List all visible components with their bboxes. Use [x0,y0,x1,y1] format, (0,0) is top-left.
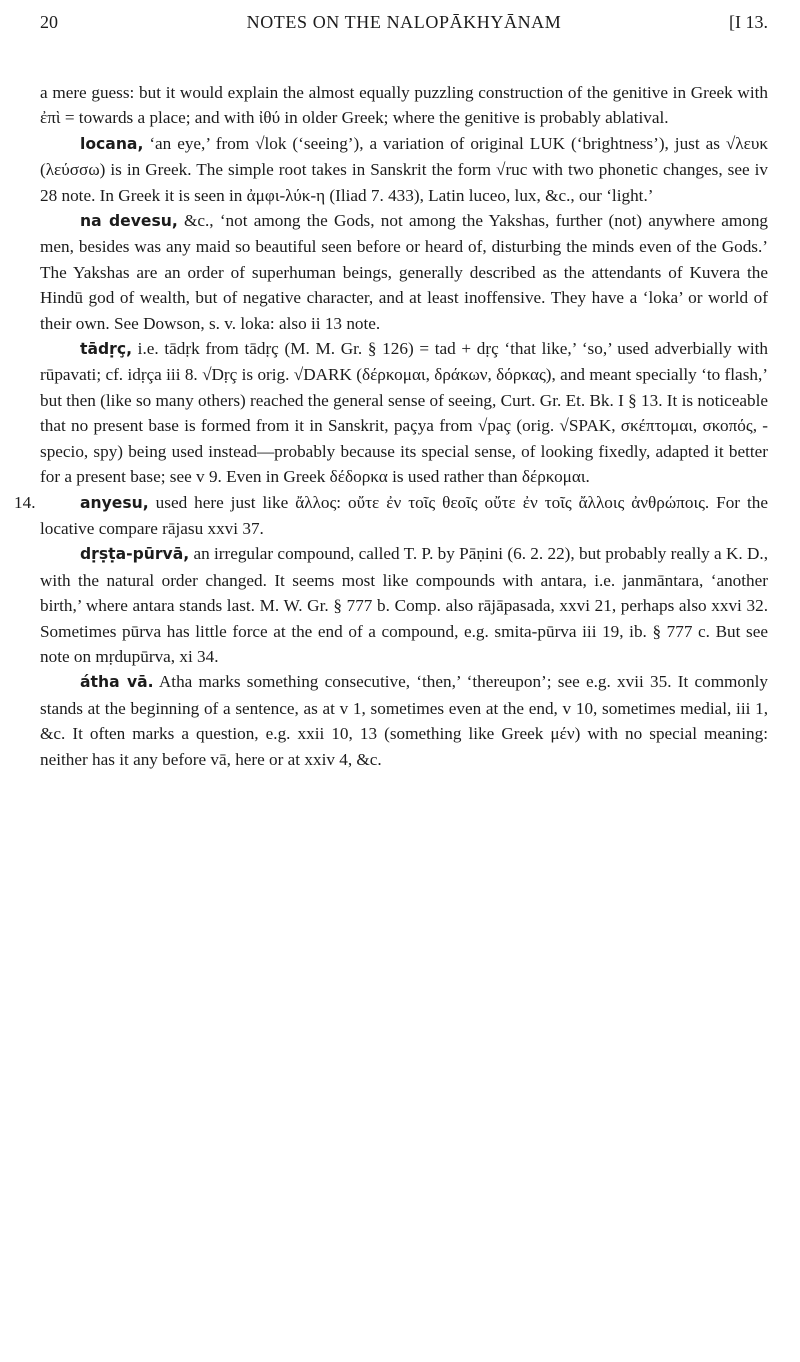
note-entry-locana [40,131,768,208]
paragraph-continuation [40,80,768,131]
headword: na devesu, [80,212,178,231]
page-body [14,80,769,772]
note-entry-na-devesu [40,208,768,336]
note-text: i.e. tādṛk from tādṛç (M. M. Gr. § 126) = tad + dṛç ‘that like,’ ‘so,’ used adverbially with rūpavati; cf. idṛça iii 8. √Dṛç is orig. √DARK (δέρκομαι, δράκων, δόρκας), and meant specially ‘to flash,’ but then (like so many others) reached the general sense of seeing, Curt. Gr. Et. Bk. I § 13. It is noticeable that no present base is formed from it in Sanskrit, paçya from √paç (orig. √SPAK, σκέπτομαι, σκοπός, -specio, spy) being used instead—probably because its special sense, of looking fixedly, adapted it better for a present base; see v 9. Even in Greek δέδορκα is used rather than δέρκομαι. [40,339,768,487]
verse-number: 14. [14,492,36,512]
running-title: NOTES ON THE NALOPĀKHYĀNAM [246,12,562,32]
note-text: an irregular compound, called T. P. by Pāṇini (6. 2. 22), but probably really a K. D., with the natural order changed. It seems most like compounds with antara, i.e. janmāntara, ‘another birth,’ where antara stands last. M. W. Gr. § 777 b. Comp. also rājāpasada, xxvi 21, perhaps also xxvi 32. Sometimes pūrva has little force at the end of a compound, e.g. smita-pūrva iii 19, ib. § 777 c. But see note on mṛdupūrva, xi 34. [40,544,768,666]
note-entry-anyesu [14,490,768,542]
note-text: ‘an eye,’ from √lok (‘seeing’), a variation of original LUK (‘brightness’), just as √λευκ (λεύσσω) is in Greek. The simple root takes in Sanskrit the form √ruc with two phonetic changes, see iv 28 note. In Greek it is seen in ἀμφι-λύκ-η (Iliad 7. 433), Latin luceo, lux, &c., our ‘light.’ [40,133,768,205]
note-text: Atha marks something consecutive, ‘then,’ ‘thereupon’; see e.g. xvii 35. It commonly stands at the beginning of a sentence, as at v 1, sometimes even at the end, v 10, sometimes medial, iii 1, &c. It often marks a question, e.g. xxii 10, 13 (something like Greek μέν) with no special meaning: neither has it any before vā, here or at xxiv 4, &c. [40,672,768,769]
headword: dṛṣṭa-pūrvā, [80,545,190,564]
paragraph-text: a mere guess: but it would explain the almost equally puzzling construction of the genitive in Greek with ἐπὶ = towards a place; and with ἰθύ in older Greek; where the genitive is probably ablatival. [40,83,768,128]
headword: locana, [80,134,144,153]
section-reference: [I 13. [729,12,768,32]
headword: átha vā. [80,673,154,692]
note-entry-drsta-purva [40,541,768,669]
note-entry-tadrc [40,336,768,489]
note-text: used here just like ἄλλος: οὔτε ἐν τοῖς θεοῖς οὔτε ἐν τοῖς ἄλλοις ἀνθρώποις. For the locative compare rājasu xxvi 37. [40,492,768,538]
headword: tādṛç, [80,340,132,359]
headword: anyesu, [80,493,149,512]
note-entry-atha-va [40,669,768,772]
note-text: &c., ‘not among the Gods, not among the Yakshas, further (not) anywhere among men, besides was any maid so beautiful seen before or heard of, disturbing the minds even of the Gods.’ The Yakshas are an order of superhuman beings, generally described as the attendants of Kuvera the Hindū god of wealth, but of negative character, and at least inoffensive. They have a ‘loka’ or world of their own. See Dowson, s. v. loka: also ii 13 note. [40,211,769,333]
page-header [40,10,768,38]
page-number: 20 [40,12,58,32]
